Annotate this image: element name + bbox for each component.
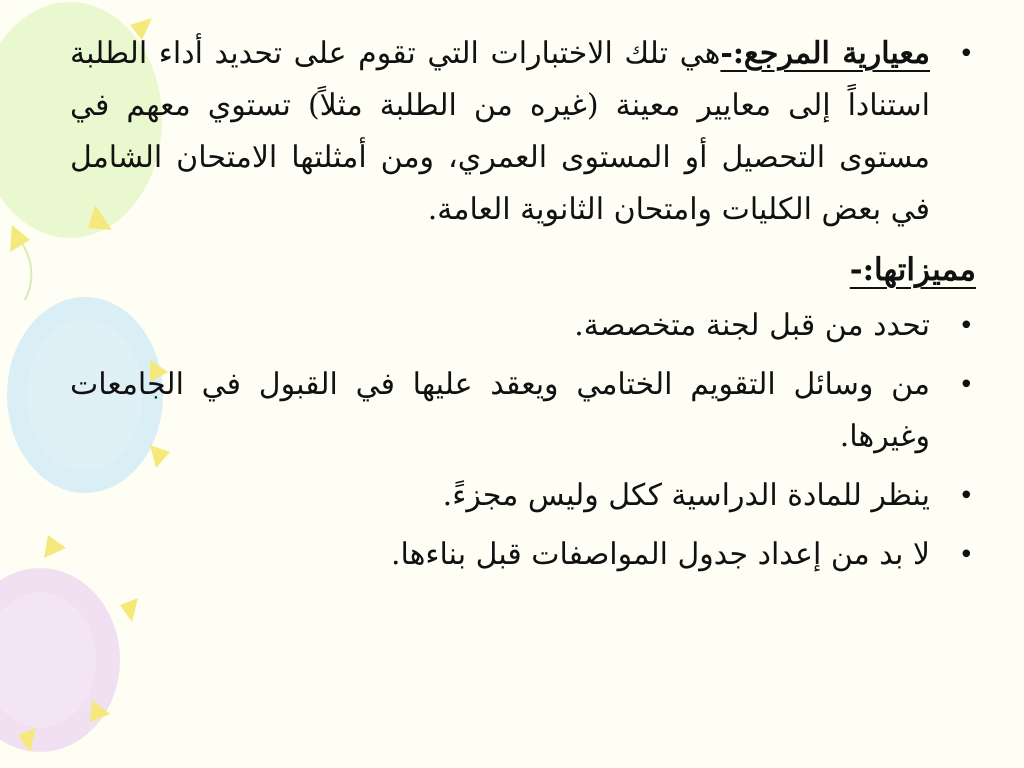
definition-bullet xyxy=(70,28,976,236)
bullet-icon: • xyxy=(958,540,974,570)
features-heading: مميزاتها:- xyxy=(849,252,976,288)
slide-content xyxy=(70,28,976,581)
list-item xyxy=(70,359,976,463)
list-item xyxy=(70,529,976,581)
bullet-icon: • xyxy=(958,39,974,69)
list-item-text: لا بد من إعداد جدول المواصفات قبل بناءها. xyxy=(390,537,930,572)
definition-term: معيارية المرجع:- xyxy=(720,36,930,71)
list-item-text: تحدد من قبل لجنة متخصصة. xyxy=(574,308,930,343)
pink-balloon-decoration xyxy=(0,568,120,752)
list-item xyxy=(70,470,976,522)
definition-text: هي تلك الاختبارات التي تقوم على تحديد أداء الطلبة استناداً إلى معايير معينة (غيره من الطلبة مثلاً) تستوي معهم في مستوى التحصيل أو المستوى العمري، ومن أمثلتها الامتحان الشامل في بعض الكليات وامتحان الثانوية العامة. xyxy=(70,36,930,227)
list-item-text: ينظر للمادة الدراسية ككل وليس مجزءً. xyxy=(442,478,930,513)
list-item-text: من وسائل التقويم الختامي ويعقد عليها في القبول في الجامعات وغيرها. xyxy=(70,367,930,454)
bullet-icon: • xyxy=(958,311,974,341)
definition-paragraph xyxy=(70,28,930,236)
bullet-icon: • xyxy=(958,370,974,400)
features-list xyxy=(70,300,976,581)
list-item xyxy=(70,300,976,352)
bullet-icon: • xyxy=(958,481,974,511)
